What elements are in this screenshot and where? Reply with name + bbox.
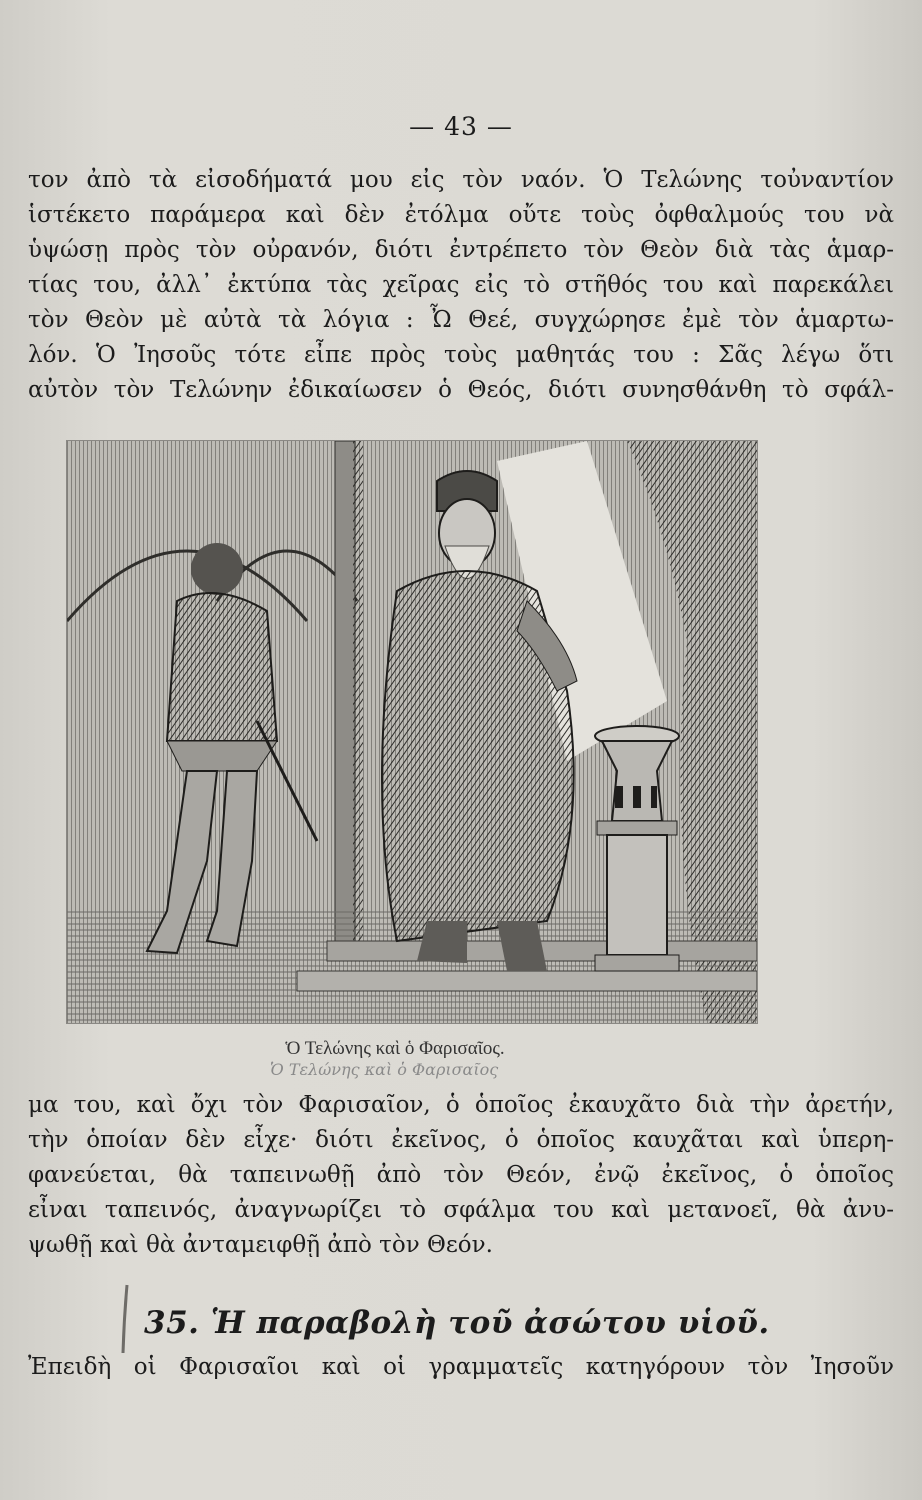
paragraph-bottom [28, 1350, 894, 1385]
text-line: τον ἀπὸ τὰ εἰσοδήματά μου εἰς τὸν ναόν. Ὁ Τελώνης τοὐναντίον [28, 167, 894, 193]
pencil-annotation: Ὁ Τελώνης καὶ ὁ Φαρισαῖος [270, 1060, 499, 1079]
text-line: αὐτὸν τὸν Τελώνην ἐδικαίωσεν ὁ Θεός, διότι συνησθάνθη τὸ σφάλ- [28, 377, 894, 403]
text-line: τὸν Θεὸν μὲ αὐτὰ τὰ λόγια : Ὦ Θεέ, συγχώρησε ἐμὲ τὸν ἁμαρτω- [28, 307, 894, 333]
text-line: ἱστέκετο παράμερα καὶ δὲν ἐτόλμα οὔτε τοὺς ὀφθαλμούς του νὰ [28, 202, 894, 228]
paragraph-top [28, 163, 894, 408]
text-line: εἶναι ταπεινός, ἀναγνωρίζει τὸ σφάλμα του καὶ μετανοεῖ, θὰ ἀνυ- [28, 1197, 894, 1223]
page-number: — 43 — [409, 112, 513, 141]
section-heading: 35. Ἡ παραβολὴ τοῦ ἀσώτου υἱοῦ. [144, 1305, 770, 1341]
text-line: ψωθῇ καὶ θὰ ἀνταμειφθῇ ἀπὸ τὸν Θεόν. [28, 1232, 493, 1258]
text-line: Ἐπειδὴ οἱ Φαρισαῖοι καὶ οἱ γραμματεῖς κατηγόρουν τὸν Ἰησοῦν [28, 1354, 894, 1380]
paragraph-middle [28, 1088, 894, 1263]
text-line: τίας του, ἀλλ᾽ ἐκτύπα τὰς χεῖρας εἰς τὸ στῆθός του καὶ παρεκάλει [28, 272, 894, 298]
engraving-illustration [66, 440, 758, 1024]
text-line: φανεύεται, θὰ ταπεινωθῇ ἀπὸ τὸν Θεόν, ἐνῷ ἐκεῖνος, ὁ ὁποῖος [28, 1162, 894, 1188]
text-line: λόν. Ὁ Ἰησοῦς τότε εἶπε πρὸς τοὺς μαθητάς του : Σᾶς λέγω ὅτι [28, 342, 894, 368]
engraving-drawing [67, 441, 757, 1023]
text-line: ὑψώσῃ πρὸς τὸν οὐρανόν, διότι ἐντρέπετο τὸν Θεὸν διὰ τὰς ἁμαρ- [28, 237, 894, 263]
figure-caption: Ὁ Τελώνης καὶ ὁ Φαρισαῖος. [285, 1038, 505, 1059]
text-line: τὴν ὁποίαν δὲν εἶχε· διότι ἐκεῖνος, ὁ ὁποῖος καυχᾶται καὶ ὑπερη- [28, 1127, 894, 1153]
pencil-mark [120, 1283, 130, 1355]
text-line: μα του, καὶ ὄχι τὸν Φαρισαῖον, ὁ ὁποῖος ἐκαυχᾶτο διὰ τὴν ἀρετήν, [28, 1092, 894, 1118]
